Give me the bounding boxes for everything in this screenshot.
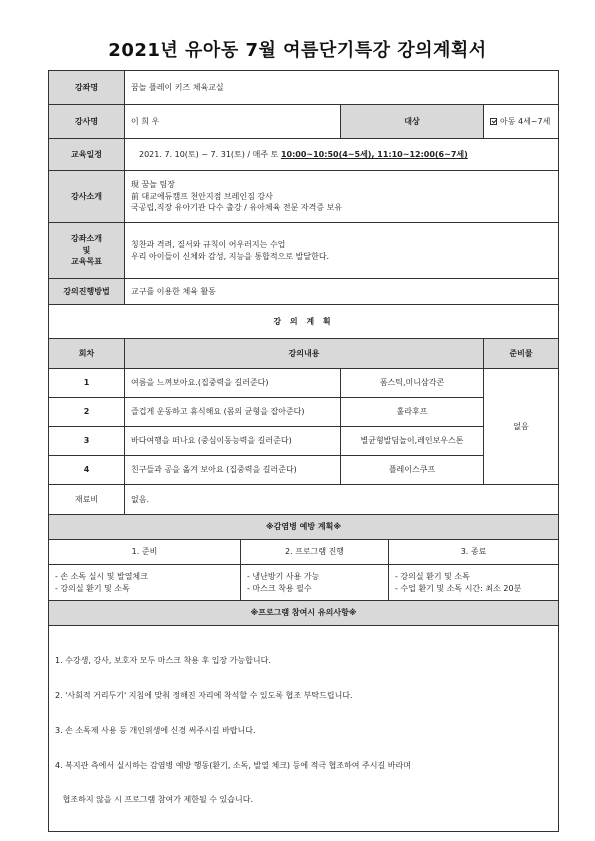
plan-row — [49, 427, 559, 456]
col-content: 강의내용 — [125, 339, 484, 369]
prevention-item: - 손 소독 실시 및 발열체크 — [55, 571, 148, 581]
plan-header-row — [49, 339, 559, 369]
prevention-item: - 냉난방기 사용 가능 — [247, 571, 320, 581]
prevention-col-head: 3. 종료 — [389, 540, 559, 565]
prevention-col-head: 1. 준비 — [49, 540, 241, 565]
intro-row — [49, 171, 559, 223]
notice-item: 3. 손 소독제 사용 등 개인위생에 신경 써주시길 바랍니다. — [55, 725, 256, 735]
instructor-label: 강사명 — [49, 105, 125, 139]
prevention-col-items — [49, 565, 241, 601]
course-row — [49, 71, 559, 105]
notice-item: 1. 수강생, 강사, 보호자 모두 마스크 착용 후 입장 가능합니다. — [55, 656, 271, 666]
target-label: 대상 — [341, 105, 484, 139]
schedule-times: 10:00~10:50(4~5세), 11:10~12:00(6~7세) — [280, 149, 468, 159]
intro-line: 국공립,직장 유아기관 다수 출강 / 유아체육 전문 자격증 보유 — [131, 203, 343, 213]
plan-title: 강 의 계 획 — [49, 305, 559, 339]
session-tool: 폼스틱,미니삼각콘 — [341, 369, 484, 398]
prevention-title-row — [49, 515, 559, 540]
session-number: 3 — [49, 427, 125, 456]
goal-label-line: 및 — [82, 245, 91, 255]
notice-items-row — [49, 626, 559, 832]
schedule-value — [125, 139, 559, 171]
plan-row — [49, 398, 559, 427]
prevention-col-head: 2. 프로그램 진행 — [241, 540, 389, 565]
intro-value — [125, 171, 559, 223]
session-tool: 플레이스쿠프 — [341, 456, 484, 485]
document-title: 2021년 유아동 7월 여름단기특강 강의계획서 — [108, 40, 487, 61]
goal-label — [49, 223, 125, 279]
method-row — [49, 279, 559, 305]
prevention-items-row — [49, 565, 559, 601]
notice-title-row — [49, 601, 559, 626]
notice-item: 4. 복지관 측에서 실시하는 감염병 예방 행동(환기, 소독, 발열 체크) 등에 적극 협조하여 주시길 바라며 — [55, 760, 411, 770]
prevention-header-row — [49, 540, 559, 565]
method-value: 교구를 이용한 체육 활동 — [125, 279, 559, 305]
notice-item: 2. '사회적 거리두기' 지침에 맞춰 정해진 자리에 착석할 수 있도록 협조 부탁드립니다. — [55, 690, 353, 700]
materials-value: 없음 — [484, 369, 559, 485]
goal-line: 칭찬과 격려, 질서와 규칙이 어우러지는 수업 — [131, 239, 286, 249]
schedule-row — [49, 139, 559, 171]
col-session: 회차 — [49, 339, 125, 369]
plan-row — [49, 369, 559, 398]
method-label: 강의진행방법 — [49, 279, 125, 305]
intro-line: 現 꿈놀 팀장 — [131, 180, 175, 190]
goal-line: 우리 아이들이 신체와 감성, 지능을 통합적으로 발달한다. — [131, 251, 330, 261]
session-content: 바다여행을 떠나요 (중심이동능력을 길러준다) — [125, 427, 341, 456]
instructor-value: 이 희 우 — [125, 105, 341, 139]
goal-label-line: 교육목표 — [71, 257, 102, 267]
session-content: 친구들과 공을 옮겨 보아요 (집중력을 길러준다) — [125, 456, 341, 485]
plan-title-row — [49, 305, 559, 339]
intro-line: 前 대교에듀캠프 천안지점 브레인짐 강사 — [131, 191, 273, 201]
checkbox-checked-icon — [490, 118, 497, 125]
prevention-item: - 마스크 착용 필수 — [247, 583, 312, 593]
session-content: 즐겁게 운동하고 휴식해요 (몸의 균형을 잡아준다) — [125, 398, 341, 427]
col-materials: 준비물 — [484, 339, 559, 369]
lecture-plan-form — [48, 70, 559, 832]
intro-label: 강사소개 — [49, 171, 125, 223]
fee-label: 재료비 — [49, 485, 125, 515]
course-value: 꿈놀 플레이 키즈 체육교실 — [125, 71, 559, 105]
notice-items — [49, 626, 559, 832]
notice-item: 협조하지 않을 시 프로그램 참여가 제한될 수 있습니다. — [55, 795, 253, 805]
session-tool: 별균형발딤놀이,레인보우스톤 — [341, 427, 484, 456]
session-number: 4 — [49, 456, 125, 485]
schedule-label: 교육일정 — [49, 139, 125, 171]
prevention-title: ※감염병 예방 계획※ — [49, 515, 559, 540]
schedule-dates: 2021. 7. 10(토) ~ 7. 31(토) / 매주 토 — [139, 149, 281, 159]
plan-row — [49, 456, 559, 485]
session-content: 여름을 느껴보아요.(집중력을 길러준다) — [125, 369, 341, 398]
prevention-item: - 수업 환기 및 소독 시간: 최소 20분 — [395, 583, 522, 593]
session-number: 1 — [49, 369, 125, 398]
target-value: 아동 4세~7세 — [500, 116, 551, 126]
course-label: 강좌명 — [49, 71, 125, 105]
prevention-item: - 강의실 환기 및 소독 — [55, 583, 130, 593]
fee-row — [49, 485, 559, 515]
goal-row — [49, 223, 559, 279]
goal-value — [125, 223, 559, 279]
notice-title: ※프로그램 참여시 유의사항※ — [49, 601, 559, 626]
prevention-col-items — [241, 565, 389, 601]
prevention-item: - 강의실 환기 및 소독 — [395, 571, 470, 581]
prevention-col-items — [389, 565, 559, 601]
session-tool: 훌라후프 — [341, 398, 484, 427]
instructor-row — [49, 105, 559, 139]
session-number: 2 — [49, 398, 125, 427]
fee-value: 없음. — [125, 485, 559, 515]
target-cell — [484, 105, 559, 139]
goal-label-line: 강좌소개 — [71, 234, 102, 244]
